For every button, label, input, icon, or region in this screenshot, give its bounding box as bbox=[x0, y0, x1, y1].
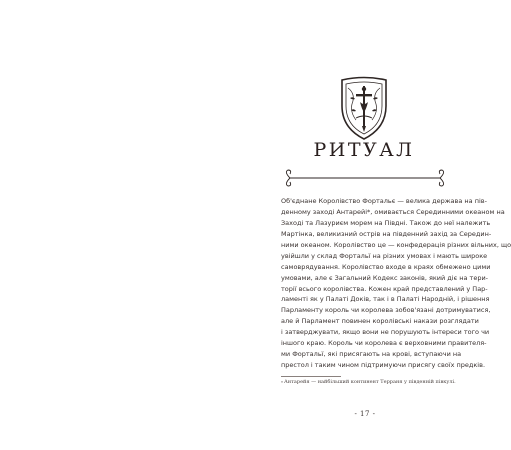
text-line: ними океаном. Королівство це — конфедерація різних вільних, що bbox=[281, 240, 511, 249]
shield-with-sword-icon bbox=[336, 76, 392, 142]
text-line: Парламенту король чи королева зобов'язані дотримуватися, bbox=[281, 306, 491, 315]
text-line: денному заході Антарейі*, омивається Серединними океаном на bbox=[281, 207, 505, 216]
chapter-title: РИТУАЛ bbox=[313, 139, 415, 161]
text-line: Мартінка, великизний острів на південний захід за Середин- bbox=[281, 229, 492, 238]
text-line: престол і таким чином підтримуючи присягу своїх предків. bbox=[281, 361, 486, 370]
footnote-divider bbox=[281, 376, 341, 377]
text-line: ми Фортальї, які присягають на крові, вступаючи на bbox=[281, 350, 462, 359]
footnote bbox=[281, 379, 461, 386]
text-line: увійшли у склад Фортальї на різних умовах і мають широке bbox=[281, 251, 488, 260]
text-line: але й Парламент повинен королівські накази розглядати bbox=[281, 317, 479, 326]
page-number: - 17 - bbox=[354, 410, 376, 418]
body-paragraph bbox=[281, 196, 511, 371]
text-line: умовами, але є Загальний Кодекс законів, який діє на тери- bbox=[281, 273, 489, 282]
text-line: самоврядування. Королівство входе в краях обмежено цими bbox=[281, 262, 491, 271]
text-line: торії всього королівства. Кожен край представлений у Пар- bbox=[281, 284, 488, 293]
footnote-text: Антарейя — найбільший континент Терраня у південній півкулі. bbox=[284, 379, 456, 385]
text-line: і затверджувати, якщо вони не порушують інтереси того чи bbox=[281, 328, 490, 337]
ornamental-divider bbox=[282, 168, 448, 188]
text-line: ламенті як у Палаті Доків, так і в Палаті Народній, і рішення bbox=[281, 295, 490, 304]
text-line: Заході та Лазуриєм морем на Півдні. Також до неї належить bbox=[281, 218, 491, 227]
text-line: Об'єднане Королівство Фортальє — велика держава на пів- bbox=[281, 197, 487, 205]
footnote-mark: * bbox=[281, 380, 283, 385]
text-line: іншого краю. Король чи королева є верховними правителя- bbox=[281, 339, 487, 348]
